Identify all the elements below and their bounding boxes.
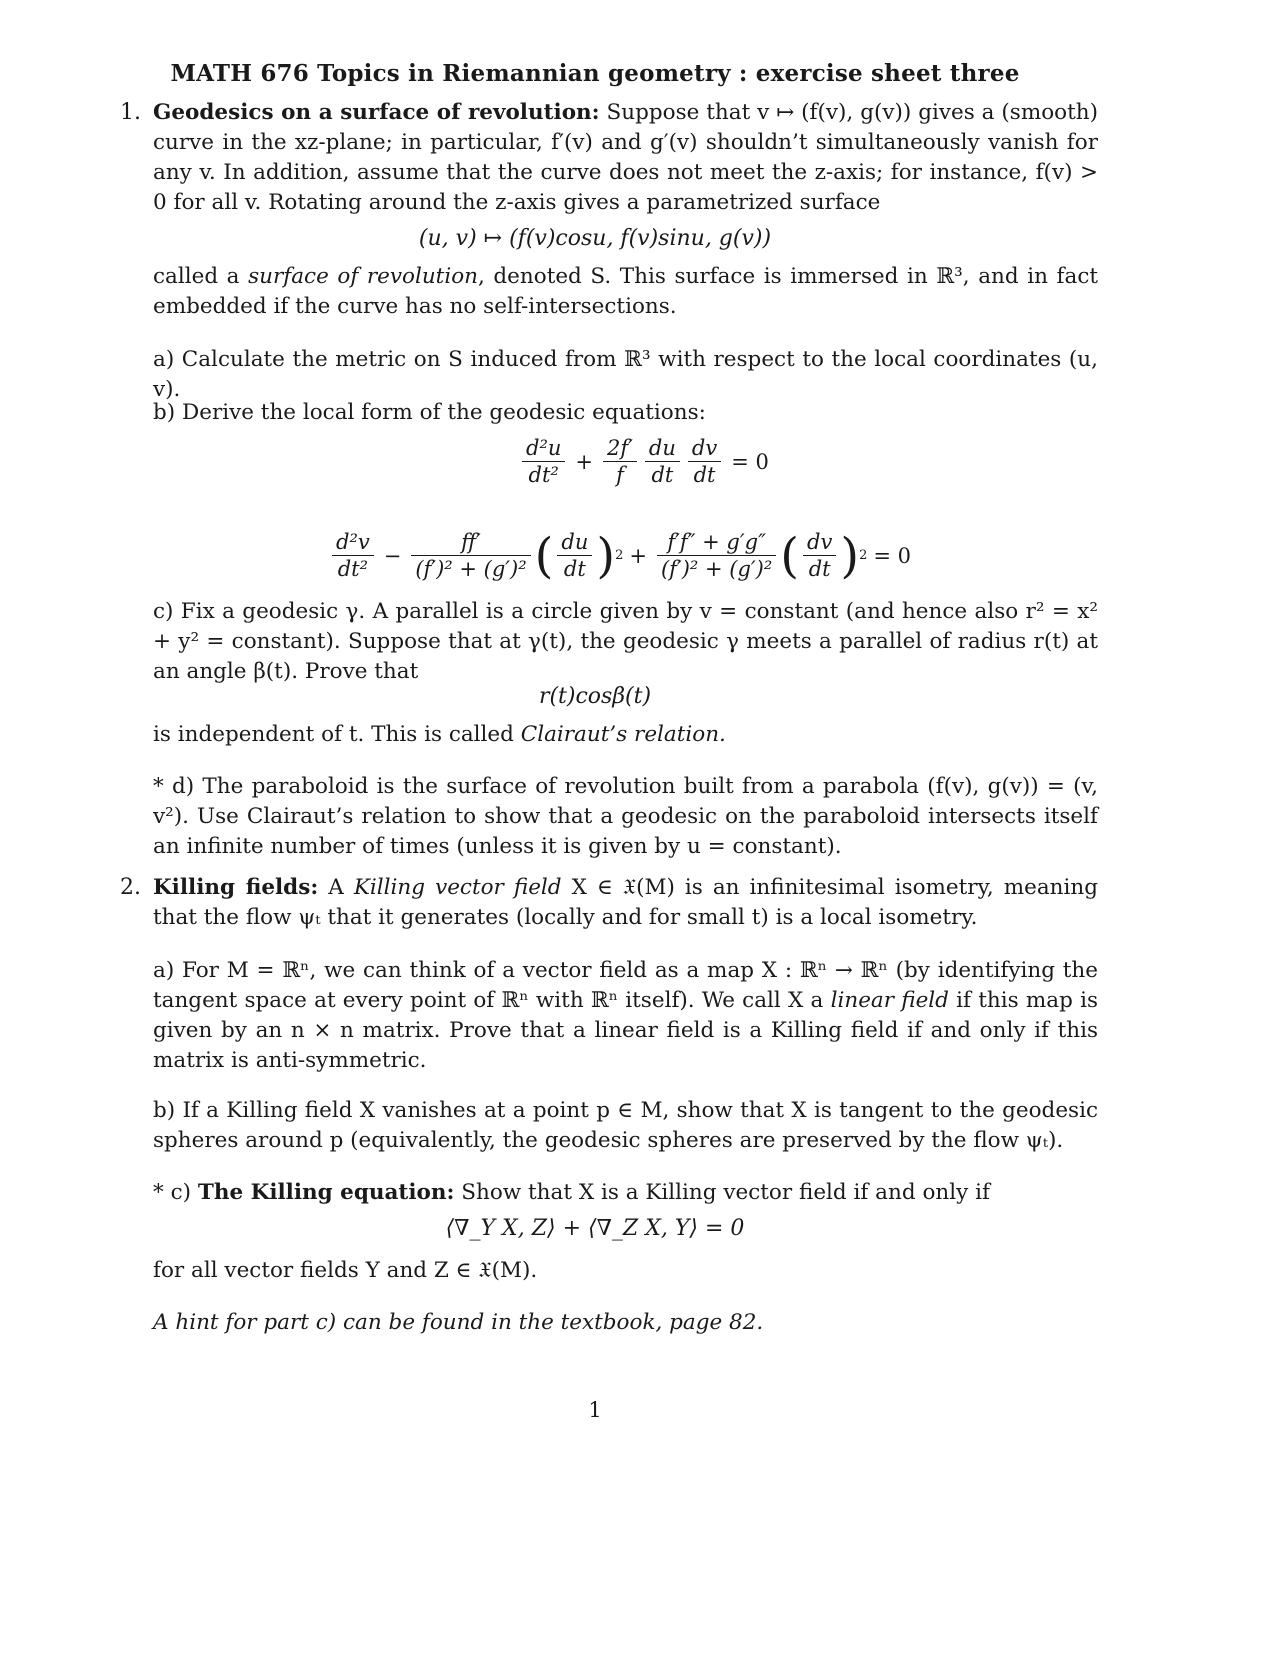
clairaut-equation: r(t)cosβ(t) bbox=[538, 684, 652, 709]
p2-intro-pre: A bbox=[318, 875, 354, 900]
eq1-rhs: = 0 bbox=[731, 449, 769, 474]
problem-2c bbox=[153, 1178, 1098, 1208]
page-number: 1 bbox=[588, 1398, 602, 1422]
problem-2c-end: for all vector fields Y and Z ∈ 𝔛(M). bbox=[153, 1258, 538, 1283]
hint-note: A hint for part c) can be found in the textbook, page 82. bbox=[153, 1310, 764, 1335]
problem-1-intro-text: Suppose that v ↦ (f(v), g(v)) gives a (smooth) curve in the xz-plane; in particular, f′(v) and g′(v) shouldn’t simultaneously vanish for any v. In addition, assume that the curve does not meet the z-axis; for instance, f(v) > 0 for all v. Rotating around the z-axis gives a parametrized surface bbox=[153, 100, 1098, 215]
problem-1a: a) Calculate the metric on S induced from ℝ³ with respect to the local coordinates (u, v). bbox=[153, 347, 1098, 402]
geodesic-equation-1 bbox=[518, 436, 775, 487]
problem-1-heading: Geodesics on a surface of revolution: bbox=[153, 100, 600, 125]
problem-2-number: 2. bbox=[120, 875, 141, 900]
problem-2a bbox=[153, 956, 1098, 1076]
p2c-star: * c) bbox=[153, 1180, 192, 1205]
problem-1b: b) Derive the local form of the geodesic equations: bbox=[153, 400, 706, 425]
problem-1-intro bbox=[153, 98, 1098, 218]
page-title: MATH 676 Topics in Riemannian geometry : exercise sheet three bbox=[170, 60, 1020, 87]
eq2-minus: − bbox=[383, 543, 402, 568]
called-post: , denoted S. This surface is immersed in ℝ³, and in fact embedded if the curve has no self-intersections. bbox=[153, 264, 1099, 319]
called-pre: called a bbox=[153, 264, 249, 289]
eq2-term4: $\frac{f'f'' + g'g''}{\text{(f′)² + (g′)²}}$ bbox=[657, 530, 776, 581]
problem-2-intro bbox=[153, 873, 1098, 933]
problem-1c: c) Fix a geodesic γ. A parallel is a circle given by v = constant (and hence also r² = x² + y² = constant). Suppose that at γ(t), the geodesic γ meets a parallel of radius r(t) at an angle β(t). Prove that bbox=[153, 599, 1098, 684]
eq1-term2a: $\frac{2f'}{f}$ bbox=[603, 436, 637, 487]
p2c-text: Show that X is a Killing vector field if and only if bbox=[454, 1180, 990, 1205]
eq2-exp-2: 2 bbox=[859, 548, 868, 563]
clairaut-relation-term: Clairaut’s relation. bbox=[520, 722, 726, 747]
c-end-pre: is independent of t. This is called bbox=[153, 722, 521, 747]
linear-field-term: linear field bbox=[830, 988, 949, 1013]
killing-equation-heading: The Killing equation: bbox=[197, 1180, 455, 1205]
problem-1c-end bbox=[153, 720, 1098, 750]
geodesic-equation-2: $\frac{\text{d²v}}{\text{dt²}}$ − $\frac{ff'}{\text{(f′)² + (g′)²}}$ ( $\frac{du}{dt}$ ) 2 + $\frac{f'f'' + g'g''}{\text{(f′)² + (g′)²}}$ ( $\frac{dv}{dt}$ ) 2 = 0 bbox=[328, 530, 917, 581]
eq2-term1: $\frac{\text{d²v}}{\text{dt²}}$ bbox=[332, 530, 374, 581]
eq2-rhs: = 0 bbox=[873, 543, 911, 568]
killing-vector-field-term: Killing vector field bbox=[353, 875, 562, 900]
problem-1-number: 1. bbox=[120, 100, 141, 125]
eq1-plus: + bbox=[575, 449, 593, 474]
surface-equation: (u, v) ↦ (f(v)cosu, f(v)sinu, g(v)) bbox=[418, 226, 772, 251]
eq1-term2c: $\frac{dv}{dt}$ bbox=[688, 436, 721, 487]
p2-intro-post: X ∈ 𝔛(M) is an infinitesimal isometry, meaning that the flow ψₜ that it generates (locally and for small t) is a local isometry. bbox=[153, 875, 1098, 930]
killing-equation: ⟨∇_Y X, Z⟩ + ⟨∇_Z X, Y⟩ = 0 bbox=[445, 1216, 745, 1241]
problem-2b: b) If a Killing field X vanishes at a point p ∈ M, show that X is tangent to the geodesic spheres around p (equivalently, the geodesic spheres are preserved by the flow ψₜ). bbox=[153, 1098, 1098, 1153]
surface-of-revolution-term: surface of revolution bbox=[248, 264, 478, 289]
problem-1d: * d) The paraboloid is the surface of revolution built from a parabola (f(v), g(v)) = (v, v²). Use Clairaut’s relation to show that a geodesic on the paraboloid intersects itself an infinite number of times (unless it is given by u = constant). bbox=[153, 774, 1098, 859]
p2a-post: if this map is given by an n × n matrix. Prove that a linear field is a Killing field if and only if this matrix is anti-symmetric. bbox=[153, 988, 1098, 1073]
eq2-term3: $\frac{du}{dt}$ bbox=[557, 530, 592, 581]
problem-1-called bbox=[153, 262, 1098, 322]
eq2-term5: $\frac{dv}{dt}$ bbox=[803, 530, 836, 581]
eq2-plus: + bbox=[629, 543, 647, 568]
eq1-term2b: $\frac{du}{dt}$ bbox=[645, 436, 680, 487]
eq2-exp-1: 2 bbox=[615, 548, 624, 563]
problem-2-heading: Killing fields: bbox=[153, 875, 319, 900]
eq1-term1: $\frac{\text{d²u}}{\text{dt²}}$ bbox=[522, 436, 565, 487]
p2a-pre: a) For M = ℝⁿ, we can think of a vector field as a map X : ℝⁿ → ℝⁿ (by identifying the tangent space at every point of ℝⁿ with ℝⁿ itself). We call X a bbox=[153, 958, 1098, 1013]
eq2-term2: $\frac{ff'}{\text{(f′)² + (g′)²}}$ bbox=[411, 530, 530, 581]
